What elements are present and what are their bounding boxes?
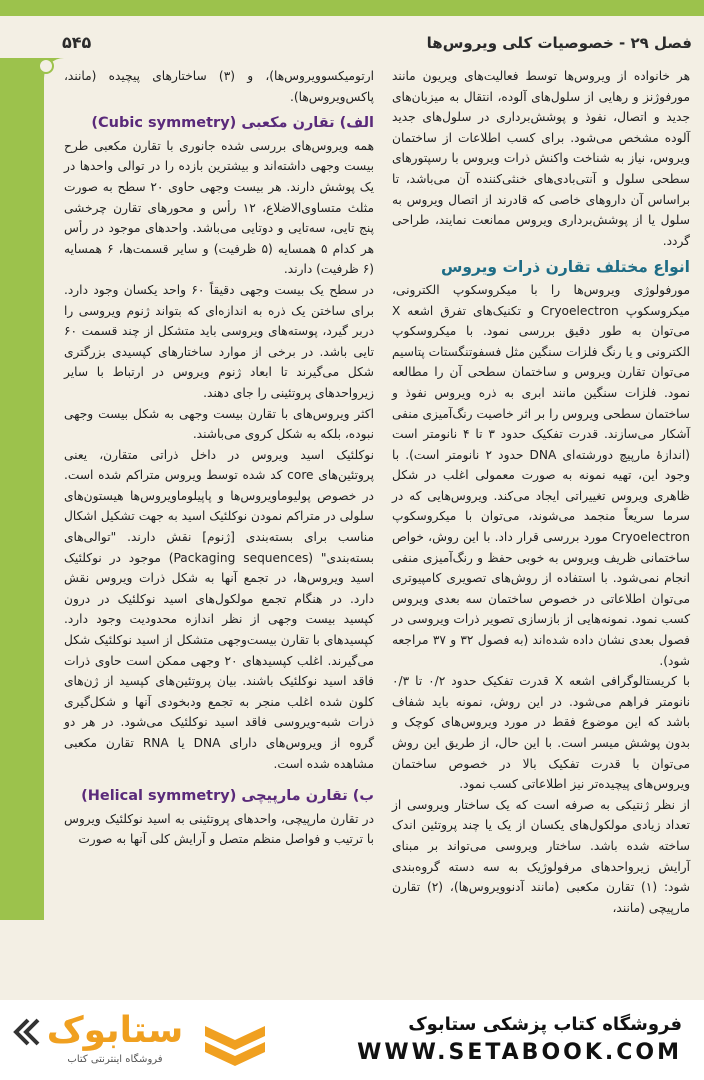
book-logo-icon: [200, 1018, 270, 1072]
logo-wordmark: ستابوک: [46, 1010, 184, 1051]
page-header: [40, 16, 704, 58]
left-green-margin: [0, 58, 44, 920]
paragraph: در تقارن مارپیچی، واحدهای پروتئینی به اسید نوکلئیک ویروس با ترتیب و فواصل منظم متصل و آرایش کلی آنها به صورت: [64, 811, 374, 847]
logo-subtitle: فروشگاه اینترنتی کتاب: [67, 1054, 163, 1065]
page-number: ۵۴۵: [62, 33, 92, 52]
paragraph: ارتومیکسوویروس‌ها)، و (۳) ساختارهای پیچیده (مانند، پاکس‌ویروس‌ها).: [64, 69, 375, 104]
paragraph: نوکلئیک اسید ویروس در داخل ذراتی متقارن، یعنی پروتئین‌های core کد شده توسط ویروس متراکم شده است. در خصوص پولیوماویروس‌ها و پاپیلوماویروس‌ها هیستون‌های سلولی در متراکم نمودن نوکلئیک اسید به جهت تشکیل اشکال مناسب برای بسته‌بندی [ژنوم] نقش دارند. "توالی‌های بسته‌بندی" (Packaging sequences) موجود در نوکلئیک اسید ویروس‌ها، در تجمع آنها به شکل ذرات ویروس نقش دارد. در هنگام تجمع مولکول‌های اسید نوکلئیک در درون کپسید بیست وجهی از نظر اندازه محدودیت وجود دارد. کپسیدهای با تقارن بیست‌وجهی متشکل از اسید نوکلئیک شکل می‌گیرند. اغلب کپسیدهای ۲۰ وجهی ممکن است حاوی ذرات فاقد اسید نوکلئیک باشند. بیان پروتئین‌های کپسید از ژن‌های کلون شده اغلب منجر به تجمع ودبخودی آنها و شکل‌گیری ذرات شبه-ویروسی فاقد اسید نوکلئیک می‌شود. در هر دو گروه از ویروس‌های دارای DNA یا RNA تقارن مکعبی مشاهده شده است.: [64, 447, 374, 771]
shop-url-link[interactable]: WWW.SETABOOK.COM: [357, 1040, 682, 1065]
top-green-band: [0, 0, 704, 16]
paragraph: همه ویروس‌های بررسی شده جانوری با تقارن مکعبی طرح بیست وجهی داشته‌اند و بیشترین بازده را در توالی واحدها در یک پوشش دارند. هر بیست وجهی حاوی ۲۰ سطح به صورت مثلث متساوی‌الاضلاع، ۱۲ رأس و محورهای تقارن چرخشی پنج تایی، سه‌تایی و دوتایی می‌باشد. واحدهای موجود در رأس هر کدام ۵ همسایه (۵ ظرفیت) و سایر قسمت‌ها، ۶ همسایه (۶ ظرفیت) دارند.: [64, 138, 375, 277]
paragraph: از نظر ژنتیکی به صرفه است که یک ساختار ویروسی از تعداد زیادی مولکول‌های یکسان از یک یا چند پروتئین اندک ساخته شده باشد. ساختار ویروسی می‌تواند بر مبنای آرایش زیرواحدهای مرفولوژیک به سه دسته گروه‌بندی شود: (۱) تقارن مکعبی (مانند آدنوویروس‌ها)، (۲) تقارن مارپیچی (مانند،: [392, 797, 690, 915]
paragraph: با کریستالوگرافی اشعه X قدرت تفکیک حدود ۰/۲ تا ۰/۳ نانومتر فراهم می‌شود. در این روش، نمونه باید شفاف باشد که این موضوع فقط در مورد ویروس‌های کوچک و بدون پوشش میسر است. با این حال، از طریق این روش می‌توان با قدرت تفکیک بالا در خصوص ساختمان ویروس‌های پیچیده‌تر نیز اطلاعاتی کسب نمود.: [392, 674, 691, 792]
paragraph: در سطح یک بیست وجهی دقیقاً ۶۰ واحد یکسان وجود دارد. برای ساختن یک ذره به اندازه‌ای که بتواند ژنوم ویروسی را دربر گیرد، پوسته‌های ویروسی باید متشکل از چند قسمت ۶۰ تایی باشد. در برخی از موارد ساختارهای کپسیدی بزرگتری شکل می‌گیرند تا ابعاد ژنوم ویروس در ارتباط با سایر زیرواحدهای پروتئینی را جای دهند.: [64, 282, 374, 400]
chapter-title: فصل ۲۹ - خصوصیات کلی ویروس‌ها: [426, 34, 692, 52]
header-ring-ornament: [38, 58, 54, 74]
section-title: انواع مختلف تقارن ذرات ویروس: [440, 258, 690, 277]
cubic-symmetry-title: الف) تقارن مکعبی (Cubic symmetry): [91, 115, 374, 132]
store-banner[interactable]: [0, 1000, 704, 1080]
paragraph: اکثر ویروس‌های با تقارن بیست وجهی به شکل بیست وجهی نبوده، بلکه به شکل کروی می‌باشند.: [64, 406, 374, 442]
shop-name: فروشگاه کتاب پزشکی ستابوک: [408, 1014, 682, 1035]
left-column: [64, 66, 374, 850]
chevron-left-icon: [8, 1014, 44, 1050]
paragraph: هر خانواده از ویروس‌ها توسط فعالیت‌های ویریون مانند مورفوژنز و رهایی از سلول‌های آلوده، انتقال به میزبان‌های جدید و اتصال، نفوذ و پوشش‌برداری در سلول‌های جدید آلوده مشخص می‌شود. برای کسب اطلاعات از ساختمان ویروس، نیاز به شناخت واکنش ذرات ویروس با رسپتورهای سطحی سلول و آنتی‌بادی‌های خنثی‌کننده آن می‌باشد، تا براساس آن داروهای خاصی که قادرند از اتصال ویروس به سلول یا از پوشش‌برداری ویروس ممانعت نمایند، طراحی گردد.: [392, 69, 690, 248]
right-column: [392, 66, 690, 918]
paragraph: مورفولوژی ویروس‌ها را با میکروسکوپ الکترونی، میکروسکوپ Cryoelectron و تکنیک‌های تفرق اشعه X می‌توان به طور دقیق بررسی نمود. با میکروسکوپ الکترونی و یا رنگ فلزات سنگین مثل فسفوتنگستات پتاسیم می‌توان تقارن ویروس و ساختمان سطحی آن را مطالعه نمود. فلزات سنگین مانند ابری به ذره ویروس نفوذ و ساختمان سطحی ویروس را بر اثر خاصیت رنگ‌آمیزی منفی آشکار می‌سازند. قدرت تفکیک حدود ۳ تا ۴ نانومتر است (اندازهٔ مارپیچ دورشته‌ای DNA حدود ۲ نانومتر است). با وجود این، تهیه نمونه به صورت معمولی اغلب در شکل ظاهری ویروس تغییراتی ایجاد می‌کند. ویروس‌هایی که در سرما سریعاً منجمد می‌شوند، می‌توان با میکروسکوپ Cryoelectron مورد بررسی قرار داد. با این روش، خواص ساختمانی ظریف ویروس به خوبی حفظ و رنگ‌آمیزی منفی انجام نمی‌شود. با استفاده از روش‌های تصویری کامپیوتری می‌توان اطلاعاتی در خصوص ساختمان سه بعدی ویروس کسب نمود. نمونه‌هایی از بازسازی تصویر ذرات ویروسی در فصول بعدی نشان داده شده‌اند (به فصول ۳۲ و ۳۷ مراجعه شود).: [392, 282, 691, 668]
helical-symmetry-title: ب) تقارن مارپیچی (Helical symmetry): [81, 788, 374, 805]
